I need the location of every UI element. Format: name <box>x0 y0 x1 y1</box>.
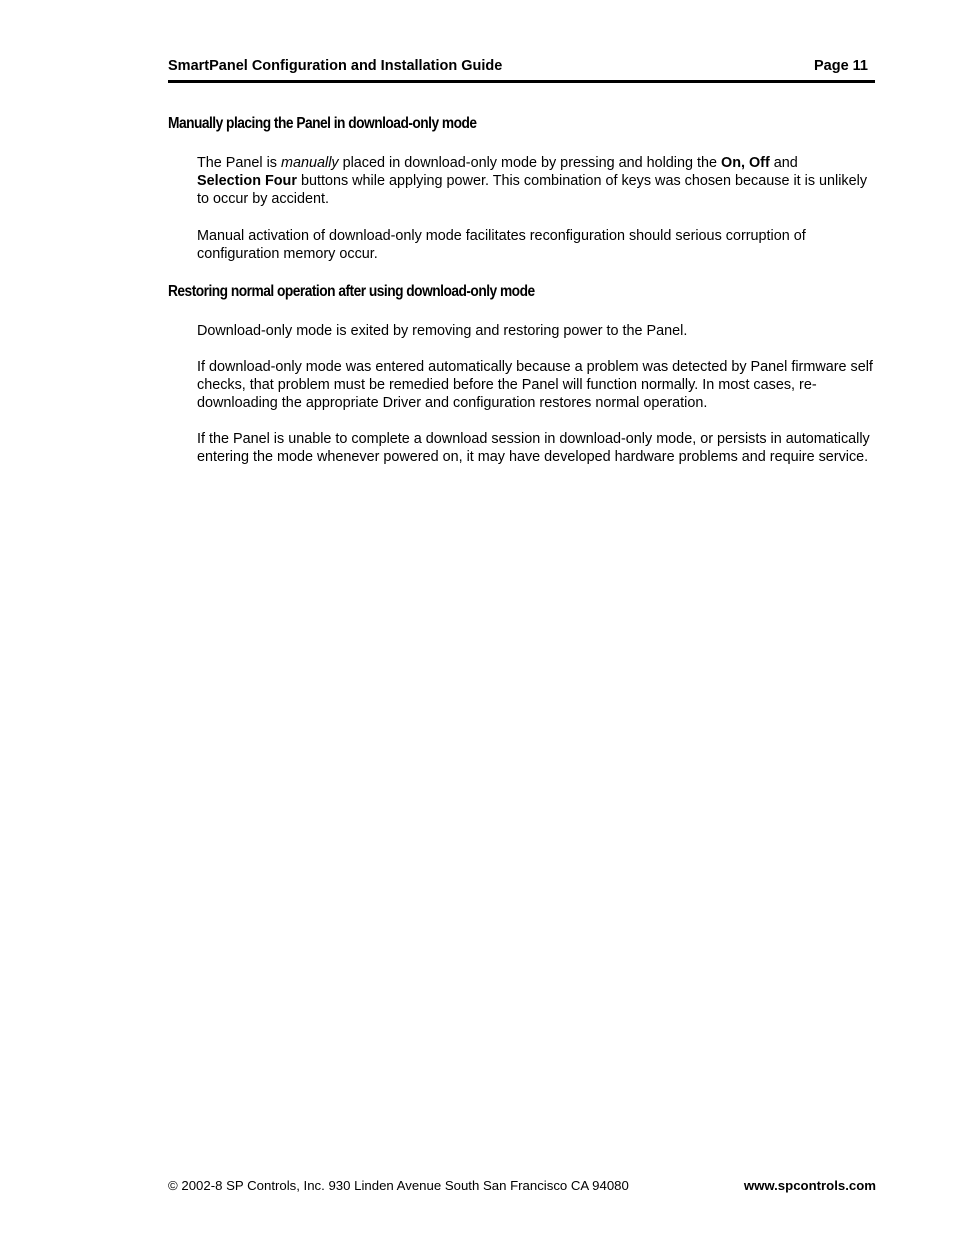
text-run: The Panel is <box>197 155 281 171</box>
bold-text: On, Off <box>721 155 770 171</box>
section-heading-manual-mode: Manually placing the Panel in download-only mode <box>168 115 477 132</box>
text-run: buttons while applying power. This combination of keys was chosen because it is unlikely to occur by accident. <box>197 173 868 208</box>
page-number: Page 11 <box>813 58 868 74</box>
paragraph-manual-reconfiguration: Manual activation of download-only mode facilitates reconfiguration should serious corruption of configuration memory occur. <box>197 228 806 263</box>
paragraph-exit-mode: Download-only mode is exited by removing and restoring power to the Panel. <box>197 323 688 339</box>
bold-text: Selection Four <box>197 173 297 190</box>
copyright-text: © 2002-8 SP Controls, Inc. 930 Linden Avenue South San Francisco CA 94080 <box>168 1178 629 1193</box>
text-run: placed in download-only mode by pressing and holding the <box>338 155 721 171</box>
paragraph-hardware-problems: If the Panel is unable to complete a download session in download-only mode, or persists in automatically entering the mode whenever powered on, it may have developed hardware problems and require service. <box>197 431 870 466</box>
website-link[interactable]: www.spcontrols.com <box>743 1178 876 1193</box>
emphasis-text: manually <box>281 155 339 171</box>
text-run: and <box>769 155 798 171</box>
paragraph-automatic-entry: If download-only mode was entered automatically because a problem was detected by Panel firmware self checks, that problem must be remedied before the Panel will function normally. In most cases, re-downloading the appropriate Driver and configuration restores normal operation. <box>197 359 873 412</box>
paragraph-manual-activation <box>197 154 875 209</box>
section-heading-restoring: Restoring normal operation after using download-only mode <box>168 283 535 300</box>
page-header <box>168 56 875 76</box>
header-divider <box>168 80 875 83</box>
document-title: SmartPanel Configuration and Installation Guide <box>168 58 503 74</box>
